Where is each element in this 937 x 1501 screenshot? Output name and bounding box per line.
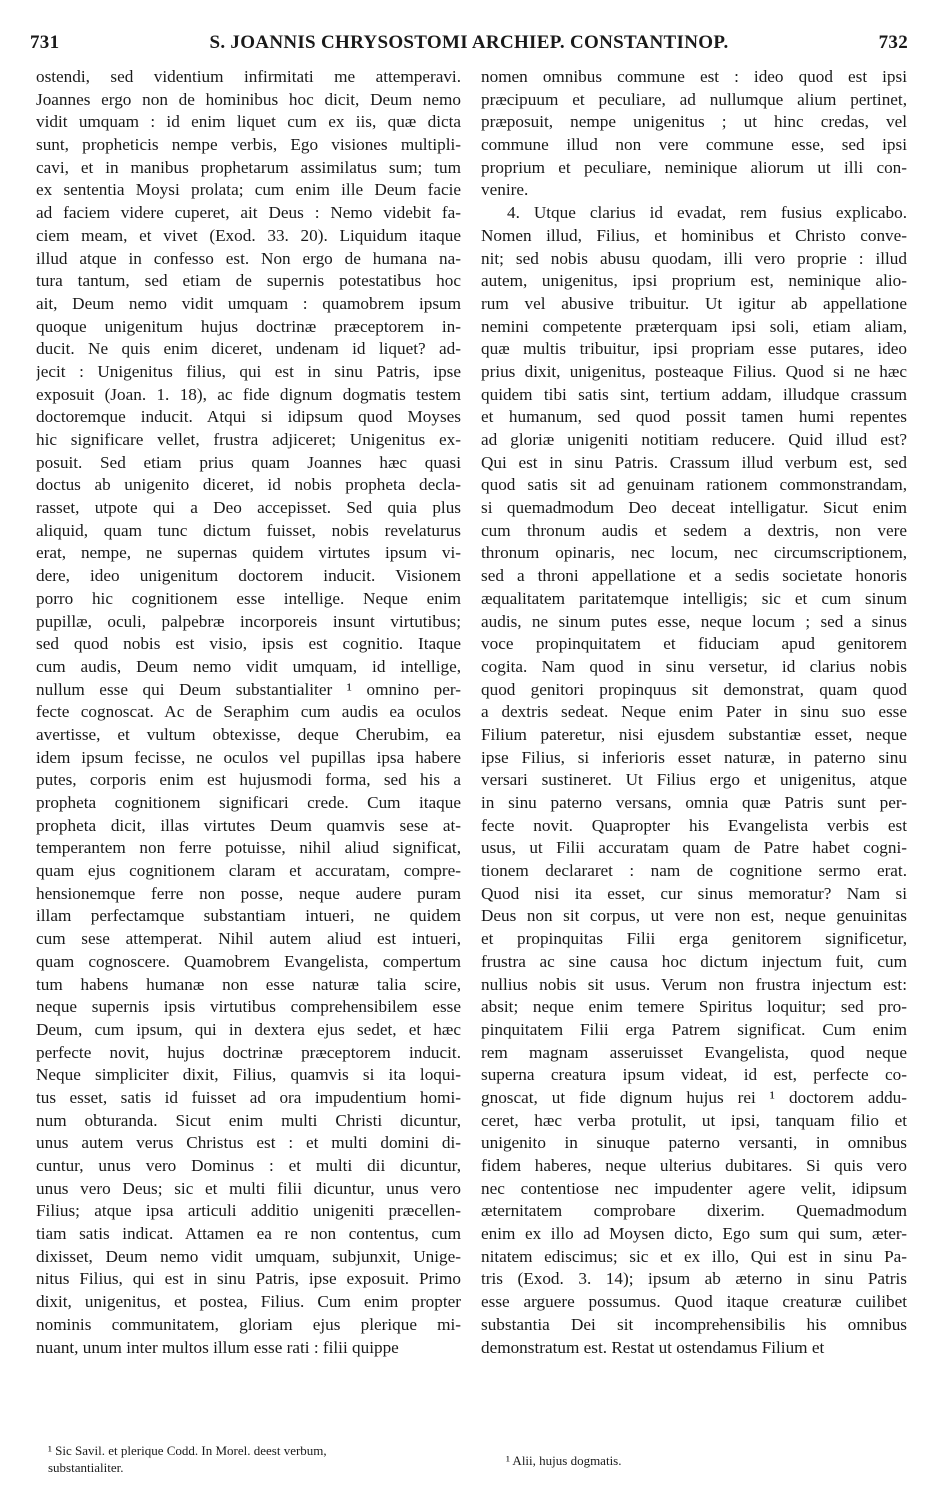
text-line: tus esset, satis id fuisset ad ora impudentium homi-	[36, 1087, 461, 1107]
text-line: quod satis sit ad genuinam rationem commonstrandam,	[481, 475, 907, 495]
text-line: dixisset, Deum nemo vidit umquam, subjunxit, Unige-	[36, 1246, 461, 1266]
text-line: et humanum, sed quod possit tamen humi repentes	[481, 407, 907, 427]
text-line: idem ipsum fecisse, ne oculos vel pupillas ipsa habere	[36, 747, 461, 767]
text-line: tura tantum, sed etiam de supernis potestatibus hoc	[36, 271, 461, 291]
text-line: rem magnam asseruisset Evangelista, quod neque	[481, 1042, 907, 1062]
text-line: quæ multis tribuitur, ipsi propriam esse putares, ideo	[481, 339, 907, 359]
text-line: autem, unigenitus, ipsi proprium est, neminique alio-	[481, 271, 907, 291]
text-line: venire.	[481, 180, 529, 200]
text-line: unus vero Deus; sic et multi filii dicuntur, unus vero	[36, 1178, 461, 1198]
text-line: exposuit (Joan. 1. 18), ac fide dignum dogmatis testem	[36, 384, 461, 404]
text-line: usus, ut Filii accuratam quam de Patre habet cogni-	[481, 838, 907, 858]
text-line: perfecte novit, hujus doctrinæ præceptorem inducit.	[36, 1042, 461, 1062]
text-line: a dextris sedeat. Neque enim Pater in sinu suo esse	[481, 702, 907, 722]
text-line: quam ejus cognitionem claram et accuratam, compre-	[36, 861, 461, 881]
text-line: ait, Deum nemo vidit umquam : quamobrem ipsum	[36, 293, 461, 313]
text-line: quod genitori propinquus sit demonstrat, quam quod	[481, 679, 907, 699]
text-line: Neque simpliciter dixit, Filius, quamvis si ita loqui-	[36, 1065, 461, 1085]
text-line: unigenito in sinuque paterno versanti, in omnibus	[481, 1133, 907, 1153]
text-line: quoque unigenitum hujus doctrinæ præceptorem in-	[36, 316, 461, 336]
text-line: proprium et peculiare, neminique aliorum ut illi con-	[481, 157, 907, 177]
text-line: esse arguere possumus. Quod itaque creaturæ cuilibet	[481, 1292, 907, 1312]
text-line: fecte novit. Quapropter his Evangelista verbis est	[481, 815, 907, 835]
left-text-column	[36, 66, 461, 1359]
text-line: sed quod nobis est visio, ipsis est cognitio. Itaque	[36, 634, 461, 654]
text-line: thronum opinaris, nec locum, nec circumscriptionem,	[481, 543, 907, 563]
text-line: neque supernis ipsis virtutibus comprehensibilem esse	[36, 997, 461, 1017]
text-line: aliquid, quam tunc dictum fuisset, nobis revelaturus	[36, 520, 461, 540]
text-line: gnoscat, ut fide dignum hujus rei ¹ doctorem addu-	[481, 1087, 907, 1107]
text-line: cogita. Nam quod in sinu versetur, id clarius nobis	[481, 656, 907, 676]
text-line: avertisse, et vultum obtexisse, deque Cherubim, ea	[36, 724, 461, 744]
text-line: dere, ideo unigenitum doctorem inducit. Visionem	[36, 566, 461, 586]
text-line: ceret, hæc verba protulit, ut ipsi, tanquam filio et	[481, 1110, 907, 1130]
text-line: rum vel abusive tribuitur. Ut igitur ab appellatione	[481, 293, 907, 313]
text-line: superna creatura ipsum videat, id est, perfecte co-	[481, 1065, 907, 1085]
text-line: cum thronum audis et sedem a dextris, non vere	[481, 520, 907, 540]
text-line: dixit, unigenitus, et postea, Filius. Cum enim propter	[36, 1292, 461, 1312]
text-line: fecte cognoscat. Ac de Seraphim cum audis ea oculos	[36, 702, 461, 722]
running-header	[30, 32, 908, 62]
text-line: temperantem non ferre potuisse, nihil aliud significat,	[36, 838, 461, 858]
text-line: Deus non sit corpus, ut vere non est, neque genuinitas	[481, 906, 907, 926]
text-line: vidit umquam : id enim liquet cum ex iis, quæ dicta	[36, 112, 461, 132]
text-line: cum audis, Deum nemo vidit umquam, id intellige,	[36, 656, 461, 676]
text-line: rasset, utpote qui a Deo accepisset. Sed quia plus	[36, 498, 461, 518]
footnote-line: substantialiter.	[48, 1460, 124, 1475]
text-line: Deum, cum ipsum, qui in dextera ejus sedet, et hæc	[36, 1019, 461, 1039]
text-line: doctoremque inducit. Atqui si idipsum quod Moyses	[36, 407, 461, 427]
text-line: voce propinquitatem et fiduciam apud genitorem	[481, 634, 907, 654]
text-line: nec contentiose nec impudenter agere velit, idipsum	[481, 1178, 907, 1198]
text-line: nemini competente præterquam ipsi soli, etiam aliam,	[481, 316, 907, 336]
page-number-left: 731	[30, 32, 60, 53]
text-line: nitus Filius, qui est in sinu Patris, ipse exposuit. Primo	[36, 1269, 461, 1289]
text-line: ciem meam, et vivet (Exod. 33. 20). Liquidum itaque	[36, 225, 461, 245]
text-line: hic significare vellet, frustra adjiceret; Unigenitus ex-	[36, 430, 461, 449]
text-line: frustra ac sine causa hoc dictum injectum fuit, cum	[481, 951, 907, 971]
text-line: sed a throni appellatione et a sedis societate honoris	[481, 566, 907, 586]
text-line: demonstratum est. Restat ut ostendamus Filium et	[481, 1337, 825, 1357]
text-line: æternitatem comprobare dixerim. Quemadmodum	[481, 1201, 907, 1221]
text-line: pupillæ, oculi, palpebræ incorporeis insunt virtutibus;	[36, 611, 461, 631]
text-line: tiam satis indicat. Attamen ea re non contentus, cum	[36, 1224, 461, 1244]
left-footnote	[48, 1442, 468, 1476]
text-line: nit; sed nobis abusu quodam, illi vero proprie : illud	[481, 248, 907, 268]
text-line: præposuit, nempe unigenitus ; ut hinc credas, vel	[481, 112, 907, 132]
text-line: ex sententia Moysi prolata; cum enim ille Deum facie	[36, 180, 461, 200]
text-line: ad faciem videre cuperet, ait Deus : Nemo videbit fa-	[36, 203, 461, 223]
text-line: ipse Filius, si inferioris esset naturæ, in paterno sinu	[481, 747, 907, 767]
text-line: in sinu paterno versans, omnia quæ Patris sunt per-	[481, 793, 907, 812]
text-line: illud atque in confesso est. Non ergo de humana na-	[36, 248, 461, 268]
text-line: nullum esse qui Deum substantialiter ¹ omnino per-	[36, 679, 461, 699]
text-line: illam perfectamque substantiam intueri, ne quidem	[36, 906, 461, 926]
text-line: Qui est in sinu Patris. Crassum illud verbum est, sed	[481, 452, 907, 472]
text-line: ad gloriæ unigeniti notitiam reducere. Quid illud est?	[481, 430, 907, 449]
text-line: absit; neque enim temere Spiritus loquitur; sed pro-	[481, 997, 907, 1017]
text-line: Filium pateretur, nisi ejusdem substantiæ esset, neque	[481, 724, 907, 744]
text-line: nullius nobis sit usus. Verum non frustra injectum est:	[481, 974, 907, 994]
text-line: putes, corporis enim est hujusmodi forma, sed his a	[36, 770, 461, 790]
text-line: cuntur, unus vero Dominus : et multi dii dicuntur,	[36, 1156, 461, 1175]
text-line: et propinquitas Filii erga genitorem significetur,	[481, 929, 907, 949]
text-line: sunt, propheticis nempe verbis, Ego visiones multipli-	[36, 135, 461, 155]
text-line: prius dixit, unigenitus, posteaque Filius. Quod si ne hæc	[481, 361, 907, 381]
text-line: fidem haberes, neque ulterius dubitares. Si quis vero	[481, 1156, 907, 1175]
text-line: num obturanda. Sicut enim multi Christi dicuntur,	[36, 1110, 461, 1130]
text-line: nuant, unum inter multos illum esse rati : filii quippe	[36, 1337, 399, 1357]
text-line: nomen omnibus commune est : ideo quod est ipsi	[481, 67, 907, 86]
text-line: nitatem ediscimus; sic et ex illo, Qui est in sinu Pa-	[481, 1246, 907, 1266]
text-line: pinquitatem Filii erga Patrem significat. Cum enim	[481, 1019, 907, 1039]
text-line: quidem tibi satis sint, tertium addam, illudque crassum	[481, 384, 907, 404]
text-line: Nomen illud, Filius, et hominibus et Christo conve-	[481, 225, 907, 245]
text-line: si quemadmodum Deo deceat intelligatur. Sicut enim	[481, 498, 907, 518]
text-line: cum sese attemperat. Nihil autem aliud est intueri,	[36, 929, 461, 949]
text-line: æqualitatem paritatemque intelligis; sic et cum sinum	[481, 588, 907, 608]
text-line: tris (Exod. 3. 14); ipsum ab æterno in sinu Patris	[481, 1269, 907, 1289]
text-line: quam cognoscere. Quamobrem Evangelista, compertum	[36, 951, 461, 971]
text-line: substantia Dei sit incomprehensibilis his omnibus	[481, 1314, 907, 1334]
text-line: jecit : Unigenitus filius, qui est in sinu Patris, ipse	[36, 361, 461, 381]
text-line: Joannes ergo non de hominibus hoc dicit, Deum nemo	[36, 89, 461, 109]
text-line: doctus ab unigenito diceret, id nobis propheta decla-	[36, 475, 461, 495]
text-line: ducit. Ne quis enim diceret, undenam id liquet? ad-	[36, 339, 461, 359]
text-line: erat, nempe, ne supernas quidem virtutes ipsum vi-	[36, 543, 461, 563]
text-line: Quod nisi ita esset, cur sinus memoratur? Nam si	[481, 883, 907, 903]
footnote-line: ¹ Sic Savil. et plerique Codd. In Morel. deest verbum,	[48, 1443, 327, 1458]
text-line: versari sustineret. Ut Filius ergo et unigenitus, atque	[481, 770, 907, 790]
text-line: nominis communitatem, gloriam ejus plerique mi-	[36, 1314, 461, 1334]
text-line: tum habens humanæ non esse naturæ talia scire,	[36, 974, 461, 994]
page-number-right: 732	[878, 32, 908, 53]
running-title: S. JOANNIS CHRYSOSTOMI ARCHIEP. CONSTANTINOP.	[209, 32, 729, 53]
text-line: præcipuum et peculiare, ad nullumque alium pertinet,	[481, 89, 907, 109]
text-line: propheta cognitionem significari crede. Cum itaque	[36, 793, 461, 812]
text-line: enim ex illo ad Moysen dicto, Ego sum qui sum, æter-	[481, 1224, 907, 1244]
text-line: tionem declararet : nam de cognitione sermo erat.	[481, 861, 907, 881]
text-line: audis, ne sinum putes esse, neque locum ; sed a sinus	[481, 611, 907, 631]
footnote-line: ¹ Alii, hujus dogmatis.	[506, 1453, 622, 1468]
text-line: cavi, et in manibus prophetarum assimilatus sum; tum	[36, 157, 461, 177]
text-line: Filius; atque ipsa articuli additio unigeniti præcellen-	[36, 1201, 461, 1221]
right-text-column	[481, 66, 907, 1359]
text-line: hensionemque ferre non posse, neque audere puram	[36, 883, 461, 903]
text-line: ostendi, sed videntium infirmitati me attemperavi.	[36, 67, 461, 86]
text-line: propheta dicit, illas virtutes Deum quamvis sese at-	[36, 815, 461, 835]
text-line: 4. Utque clarius id evadat, rem fusius explicabo.	[507, 203, 907, 223]
text-line: unus autem verus Christus est : et multi domini di-	[36, 1133, 461, 1153]
text-line: posuit. Sed etiam prius quam Joannes hæc quasi	[36, 452, 461, 472]
right-footnote	[506, 1452, 906, 1469]
text-line: commune illud non vere commune esse, sed ipsi	[481, 135, 907, 155]
text-line: porro hic cognitionem esse intellige. Neque enim	[36, 588, 461, 608]
